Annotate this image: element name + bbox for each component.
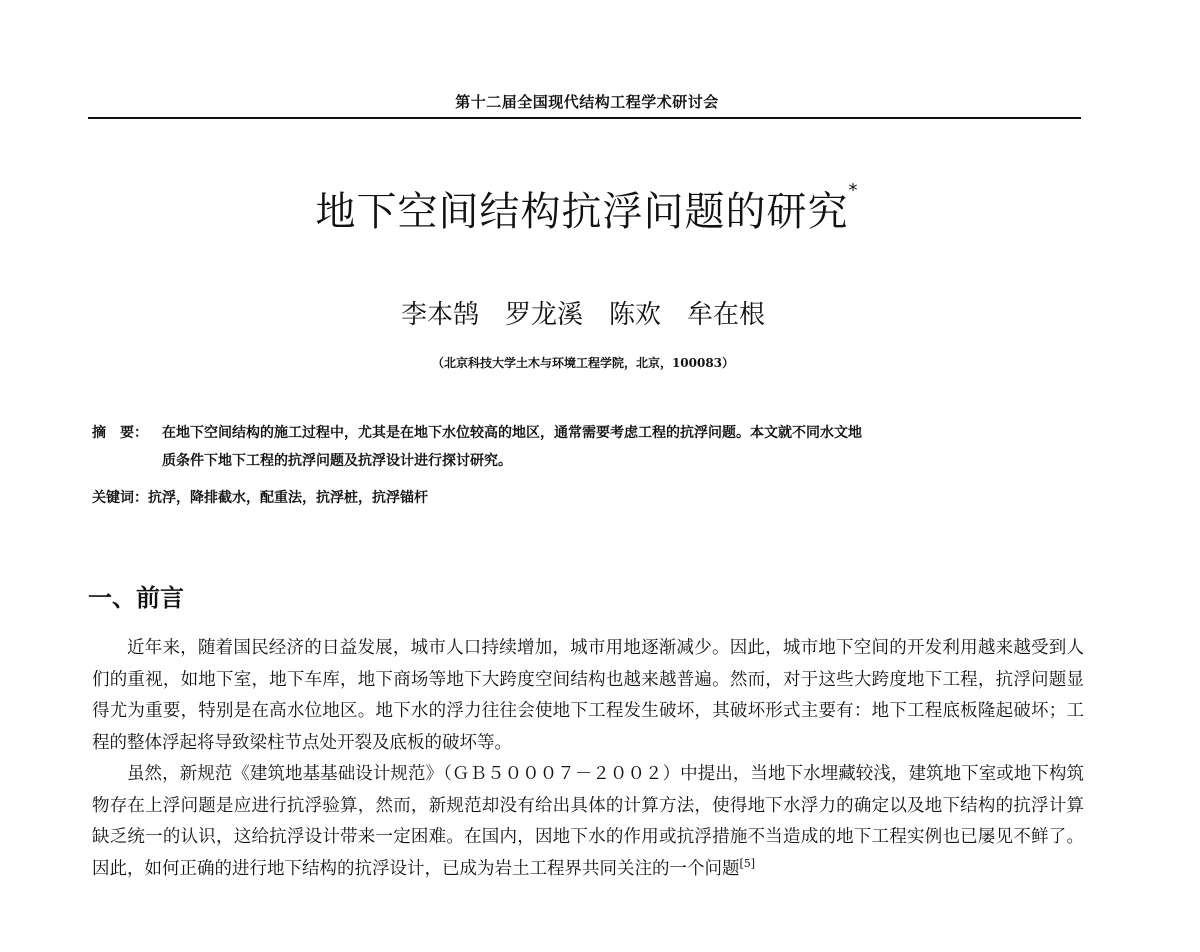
keywords [92,487,1084,507]
abstract-label: 摘 要： [92,425,148,441]
abstract-text-1: 在地下空间结构的施工过程中，尤其是在地下水位较高的地区，通常需要考虑工程的抗浮问题。本文就不同水文地 [162,425,862,441]
abstract [92,419,1084,475]
running-header: 第十二届全国现代结构工程学术研讨会 [455,93,719,111]
citation-ref: [5] [739,856,756,870]
header-rule [88,117,1081,119]
paper-title-text: 地下空间结构抗浮问题的研究 [315,189,849,235]
paragraph-2 [92,759,1084,885]
paragraph-1: 近年来，随着国民经济的日益发展，城市人口持续增加，城市用地逐渐减少。因此，城市地下空间的开发利用越来越受到人们的重视，如地下室，地下车库，地下商场等地下大跨度空间结构也越来越普遍。然而，对于这些大跨度地下工程，抗浮问题显得尤为重要，特别是在高水位地区。地下水的浮力往往会使地下工程发生破坏，其破坏形式主要有：地下工程底板隆起破坏；工程的整体浮起将导致梁柱节点处开裂及底板的破坏等。 [92,638,1084,753]
paper-affiliation: （北京科技大学土木与环境工程学院，北京，100083） [431,356,735,370]
title-footnote-mark: * [848,180,859,201]
paragraph-2-text: 虽然，新规范《建筑地基基础设计规范》（ＧＢ５０００７－２００２）中提出，当地下水埋藏较浅，建筑地下室或地下构筑物存在上浮问题是应进行抗浮验算，然而，新规范却没有给出具体的计算方法，使得地下水浮力的确定以及地下结构的抗浮计算缺乏统一的认识，这给抗浮设计带来一定困难。在国内，因地下水的作用或抗浮措施不当造成的地下工程实例也已屡见不鲜了。因此，如何正确的进行地下结构的抗浮设计，已成为岩土工程界共同关注的一个问题 [92,764,1084,879]
section-body [92,633,1084,885]
section-heading-introduction: 一、前言 [88,584,184,612]
abstract-text-2: 质条件下地下工程的抗浮问题及抗浮设计进行探讨研究。 [162,453,512,469]
paper-title [0,180,1174,237]
keywords-label: 关键词： [92,490,148,506]
keywords-text: 抗浮，降排截水，配重法，抗浮桩，抗浮锚杆 [148,490,428,506]
abstract-line-1 [92,419,1084,447]
paper-authors: 李本鹄 罗龙溪 陈欢 牟在根 [400,300,765,330]
